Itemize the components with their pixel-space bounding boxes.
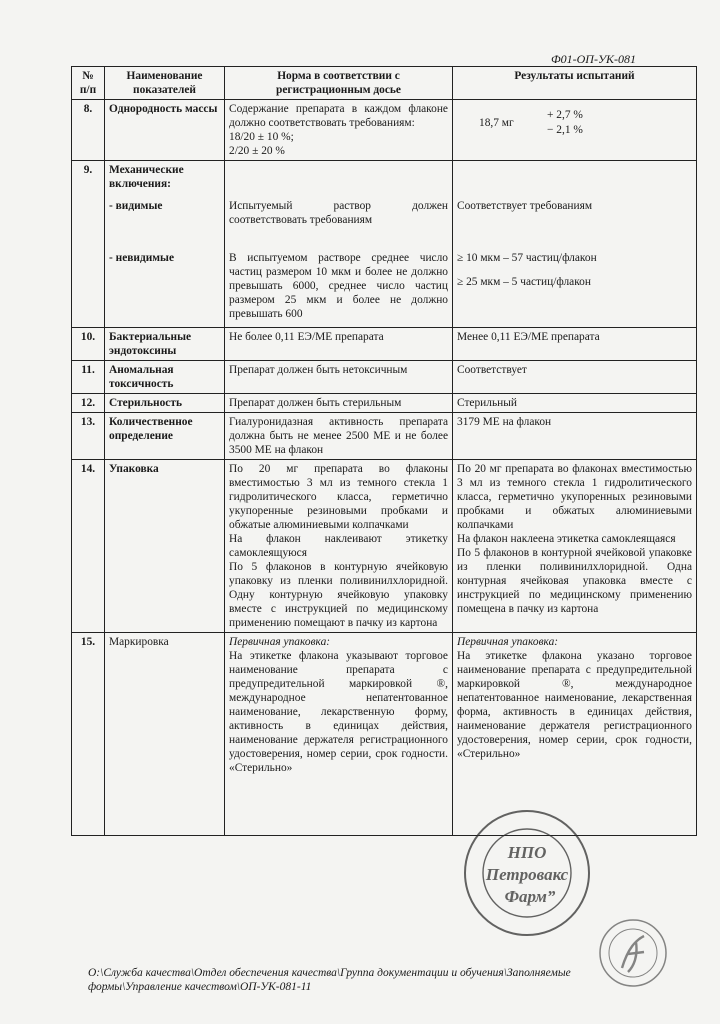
indicator-name: Стерильность bbox=[105, 394, 225, 413]
norm-text-visible: Испытуемый раствор должен соответствовать требованиям bbox=[229, 200, 448, 226]
result-subheading: Первичная упаковка: bbox=[457, 636, 559, 648]
result-visible: Соответствует требованиям bbox=[457, 200, 593, 212]
indicator-name: Аномальная токсичность bbox=[105, 361, 225, 394]
row-number: 11. bbox=[72, 361, 105, 394]
norm-text-invisible: В испытуемом растворе среднее число частиц размером 10 мкм и более не должно превышать 6000, среднее число частиц размером 25 мкм и более не должно превышать 600 bbox=[229, 252, 448, 320]
table-row bbox=[72, 394, 697, 413]
document-code: Ф01-ОП-УК-081 bbox=[550, 52, 636, 66]
result-cell: Менее 0,11 ЕЭ/МЕ препарата bbox=[453, 328, 697, 361]
norm-cell bbox=[225, 100, 453, 161]
result-paragraph: На этикетке флакона указано торговое наименование препарата с предупредительной маркировкой ®, международное непатентованное наименование, лекарственная форма, активность в единицах действия, наименование держателя регистрационного удостоверения, номер серии, срок годности, «Стерильно» bbox=[457, 650, 692, 760]
sub-indicator-invisible: - невидимые bbox=[109, 252, 175, 264]
norm-paragraph: По 20 мг препарата во флаконы вместимостью 3 мл из темного стекла 1 гидролитического класса, герметично укупоренные резиновыми пробками и обжатые алюминиевыми колпачками bbox=[229, 463, 448, 531]
result-cell: 3179 МЕ на флакон bbox=[453, 413, 697, 460]
indicator-name: Маркировка bbox=[105, 633, 225, 836]
indicator-name: Однородность массы bbox=[105, 100, 225, 161]
norm-cell: Гиалуронидазная активность препарата должна быть не менее 2500 МЕ и не более 3500 МЕ на флакон bbox=[225, 413, 453, 460]
company-stamp bbox=[462, 808, 592, 938]
result-paragraph: По 5 флаконов в контурной ячейковой упаковке из пленки поливинилхлоридной. Одна контурная ячейковая упаковка вместе с инструкцией по медицинскому применению помещена в пачку из картона bbox=[457, 547, 692, 615]
result-cell bbox=[453, 460, 697, 633]
result-plus: + 2,7 % bbox=[547, 109, 583, 121]
norm-paragraph: На флакон наклеивают этикетку самоклеящуюся bbox=[229, 533, 448, 559]
table-row bbox=[72, 361, 697, 394]
norm-line: 2/20 ± 20 % bbox=[229, 145, 285, 157]
col-header-norm: Норма в соответствии с регистрационным досье bbox=[225, 67, 453, 100]
stamp-line-3: Фарм” bbox=[504, 887, 556, 906]
table-row bbox=[72, 328, 697, 361]
table-row bbox=[72, 161, 697, 328]
norm-text: Содержание препарата в каждом флаконе должно соответствовать требованиям: bbox=[229, 103, 448, 129]
indicator-name: Бактериальные эндотоксины bbox=[105, 328, 225, 361]
norm-cell: Не более 0,11 ЕЭ/МЕ препарата bbox=[225, 328, 453, 361]
col-header-num: № п/п bbox=[72, 67, 105, 100]
row-number: 12. bbox=[72, 394, 105, 413]
file-path-footer: О:\Служба качества\Отдел обеспечения качества\Группа документации и обучения\Заполняемые формы\Управление качеством\ОП-УК-081-11 bbox=[88, 967, 571, 993]
result-cell: Стерильный bbox=[453, 394, 697, 413]
result-cell: Соответствует bbox=[453, 361, 697, 394]
col-header-result: Результаты испытаний bbox=[453, 67, 697, 100]
row-number: 15. bbox=[72, 633, 105, 836]
result-cell bbox=[453, 161, 697, 328]
norm-subheading: Первичная упаковка: bbox=[229, 636, 331, 648]
norm-paragraph: На этикетке флакона указывают торговое наименование препарата с предупредительной маркировкой ®, международное непатентованное наименование, лекарственную форму, активность в единицах действия, наименование держателя регистрационного удостоверения, номер серии, срок годности. «Стерильно» bbox=[229, 650, 448, 774]
result-invisible-10: ≥ 10 мкм – 57 частиц/флакон bbox=[457, 252, 597, 264]
row-number: 8. bbox=[72, 100, 105, 161]
stamp-line-2: Петровакс bbox=[485, 865, 569, 884]
norm-line: 18/20 ± 10 %; bbox=[229, 131, 294, 143]
indicator-name: Механические включения: - видимые - невидимые bbox=[105, 161, 225, 328]
result-cell bbox=[453, 633, 697, 836]
seal-monogram bbox=[622, 936, 644, 972]
result-paragraph: По 20 мг препарата во флаконах вместимостью 3 мл из темного стекла 1 гидролитического класса, герметично укупоренных резиновыми пробками и обжатых алюминиевыми колпачками bbox=[457, 463, 692, 531]
table-row bbox=[72, 100, 697, 161]
row-number: 9. bbox=[72, 161, 105, 328]
table-row bbox=[72, 413, 697, 460]
table-row bbox=[72, 460, 697, 633]
result-paragraph: На флакон наклеена этикетка самоклеящаяся bbox=[457, 533, 676, 545]
indicator-name: Количественное определение bbox=[105, 413, 225, 460]
row-number: 14. bbox=[72, 460, 105, 633]
row-number: 13. bbox=[72, 413, 105, 460]
row-number: 10. bbox=[72, 328, 105, 361]
table-row bbox=[72, 633, 697, 836]
norm-cell: Препарат должен быть нетоксичным bbox=[225, 361, 453, 394]
norm-cell bbox=[225, 633, 453, 836]
norm-cell bbox=[225, 161, 453, 328]
test-results-table bbox=[71, 66, 697, 836]
quality-seal bbox=[598, 918, 668, 988]
result-mass: 18,7 мг bbox=[479, 117, 514, 129]
stamp-line-1: НПО bbox=[507, 843, 547, 862]
sub-indicator-visible: - видимые bbox=[109, 200, 163, 212]
indicator-name: Упаковка bbox=[105, 460, 225, 633]
result-minus: − 2,1 % bbox=[547, 124, 583, 136]
norm-paragraph: По 5 флаконов в контурную ячейковую упаковку из пленки поливинилхлоридной. Одну контурную ячейковую упаковку вместе с инструкцией по медицинскому применению помещают в пачку из картона bbox=[229, 561, 448, 629]
table-header-row bbox=[72, 67, 697, 100]
result-invisible-25: ≥ 25 мкм – 5 частиц/флакон bbox=[457, 276, 591, 288]
norm-cell bbox=[225, 460, 453, 633]
col-header-name: Наименование показателей bbox=[105, 67, 225, 100]
norm-cell: Препарат должен быть стерильным bbox=[225, 394, 453, 413]
result-cell bbox=[453, 100, 697, 161]
